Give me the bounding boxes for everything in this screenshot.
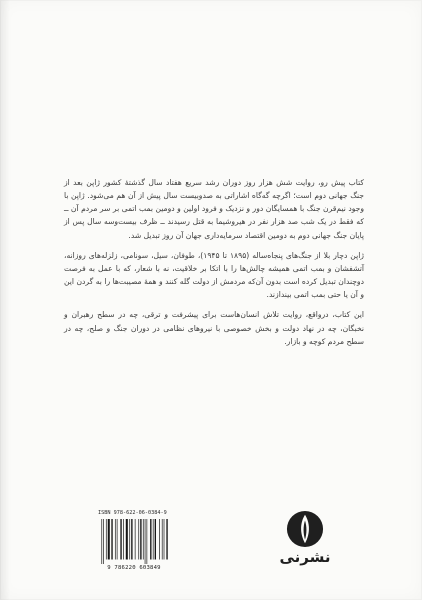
blurb-paragraph-3: این کتاب، درواقع، روایت تلاش انسان‌هاست برای پیشرفت و ترقی، چه در سطح رهبران و نخبگان، چه در نهاد دولت و بخش خصوصی با نیروهای نظامی در دوران جنگ و صلح، چه در سطح مردم کوچه و بازار. — [64, 310, 364, 346]
publisher-name: نشرنی — [279, 548, 331, 566]
barcode-digits: 9 786220 603849 — [107, 565, 161, 571]
barcode — [100, 519, 168, 564]
blurb-paragraph-1: کتاب پیش رو، روایت شش هزار روز دوران رشد سریع هفتاد سال گذشتهٔ کشور ژاپن بعد از جنگ جهانی دوم است؛ اگرچه گه‌گاه اشاراتی به صدوبیست سال پیش از آن هم می‌شود. ژاپن با وجود نیم‌قرن جنگ با همسایگان دور و نزدیک و فرود اولین و دومین بمب اتمی بر سر مردم آن ــ که فقط در یک شب صد هزار نفر در هیروشیما به قتل رسیدند ــ ظرف بیست‌وسه سال پس از پایان جنگ جهانی دوم به دومین اقتصاد سرمایه‌داری جهان آن روز تبدیل شد. — [64, 178, 364, 240]
blurb-paragraph-2: ژاپن دچار بلا از جنگ‌های پنجاه‌ساله (۱۸۹۵ تا ۱۹۴۵)، طوفان، سیل، سونامی، زلزله‌های روزانه، آتشفشان و بمب اتمی همیشه چالش‌ها را با اتکا بر خلاقیت، نه با شعار، که با عمل به فرصت دوچندان تبدیل کرده است بدون آن‌که مردمش از دولت گله کنند و همهٔ مصیبت‌ها را به گردن این و آن یا حتی بمب اتمی بیندازند. — [64, 250, 364, 300]
isbn-label: ISBN 978-622-06-0384-9 — [98, 510, 167, 516]
isbn-barcode-block — [98, 510, 170, 573]
publisher-logo-icon — [286, 510, 324, 548]
spine-shadow — [0, 0, 10, 600]
back-cover-blurb — [64, 176, 364, 348]
